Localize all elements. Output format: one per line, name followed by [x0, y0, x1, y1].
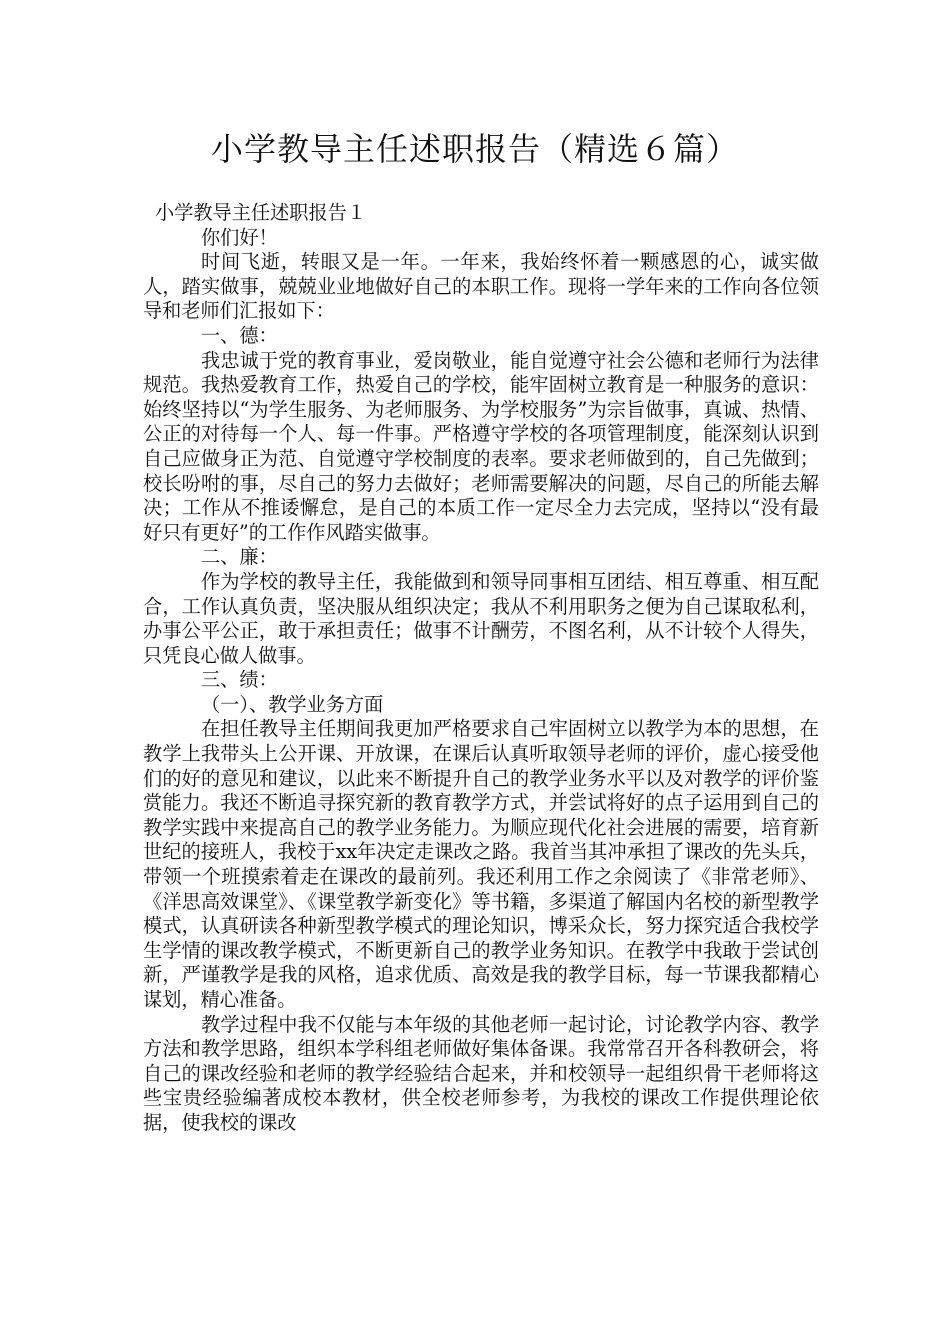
paragraph-intro: 时间飞逝，转眼又是一年。一年来，我始终怀着一颗感恩的心，诚实做人，踏实做事，兢兢业业地做好自己的本职工作。现将一学年来的工作向各位领导和老师们汇报如下：: [143, 250, 819, 323]
document-title: 小学教导主任述职报告（精选６篇）: [210, 130, 739, 168]
section-heading: 小学教导主任述职报告１: [155, 201, 367, 224]
heading-virtue: 一、德：: [201, 323, 278, 347]
paragraph-virtue: 我忠诚于党的教育事业，爱岗敬业，能自觉遵守社会公德和老师行为法律规范。我热爱教育工作，热爱自己的学校，能牢固树立教育是一种服务的意识：始终坚持以“为学生服务、为老师服务、为学校服务”为宗旨做事，真诚、热情、公正的对待每一个人、每一件事。严格遵守学校的各项管理制度，能深刻认识到自己应做身正为范、自觉遵守学校制度的表率。要求老师做到的，自己先做到；校长吩咐的事，尽自己的努力去做好；老师需要解决的问题，尽自己的所能去解决；工作从不推诿懈怠，是自己的本质工作一定尽全力去完成，坚持以“没有最好只有更好”的工作作风踏实做事。: [143, 348, 819, 544]
paragraph-integrity: 作为学校的教导主任，我能做到和领导同事相互团结、相互尊重、相互配合，工作认真负责，坚决服从组织决定；我从不利用职务之便为自己谋取私利，办事公平公正，敢于承担责任；做事不计酬劳，不图名利，从不计较个人得失，只凭良心做人做事。: [143, 569, 819, 667]
subheading-teaching: （一）、教学业务方面: [201, 692, 384, 716]
heading-achievements: 三、绩：: [201, 668, 278, 692]
paragraph-teaching-process: 教学过程中我不仅能与本年级的其他老师一起讨论，讨论教学内容、教学方法和教学思路，组织本学科组老师做好集体备课。我常常召开各科教研会，将自己的课改经验和老师的教学经验结合起来，并和校领导一起组织骨干老师将这些宝贵经验编著成校本教材，供全校老师参考，为我校的课改工作提供理论依据，使我校的课改: [143, 1012, 819, 1134]
paragraph-teaching: 在担任教导主任期间我更加严格要求自己牢固树立以教学为本的思想，在教学上我带头上公开课、开放课，在课后认真听取领导老师的评价，虚心接受他们的好的意见和建议，以此来不断提升自己的教学业务水平以及对教学的评价鉴赏能力。我还不断追寻探究新的教育教学方式，并尝试将好的点子运用到自己的教学实践中来提高自己的教学业务能力。为顺应现代化社会进展的需要，培育新世纪的接班人，我校于xx年决定走课改之路。我首当其冲承担了课改的先头兵，带领一个班摸索着走在课改的最前列。我还利用工作之余阅读了《非常老师》、《洋思高效课堂》、《课堂教学新变化》等书籍，多渠道了解国内名校的新型教学模式，认真研读各种新型教学模式的理论知识，博采众长，努力探究适合我校学生学情的课改教学模式，不断更新自己的教学业务知识。在教学中我敢于尝试创新，严谨教学是我的风格，追求优质、高效是我的教学目标，每一节课我都精心谋划，精心准备。: [143, 717, 819, 1011]
document-body: [143, 201, 819, 1136]
greeting: 你们好！: [201, 225, 278, 249]
heading-integrity: 二、廉：: [201, 545, 278, 569]
